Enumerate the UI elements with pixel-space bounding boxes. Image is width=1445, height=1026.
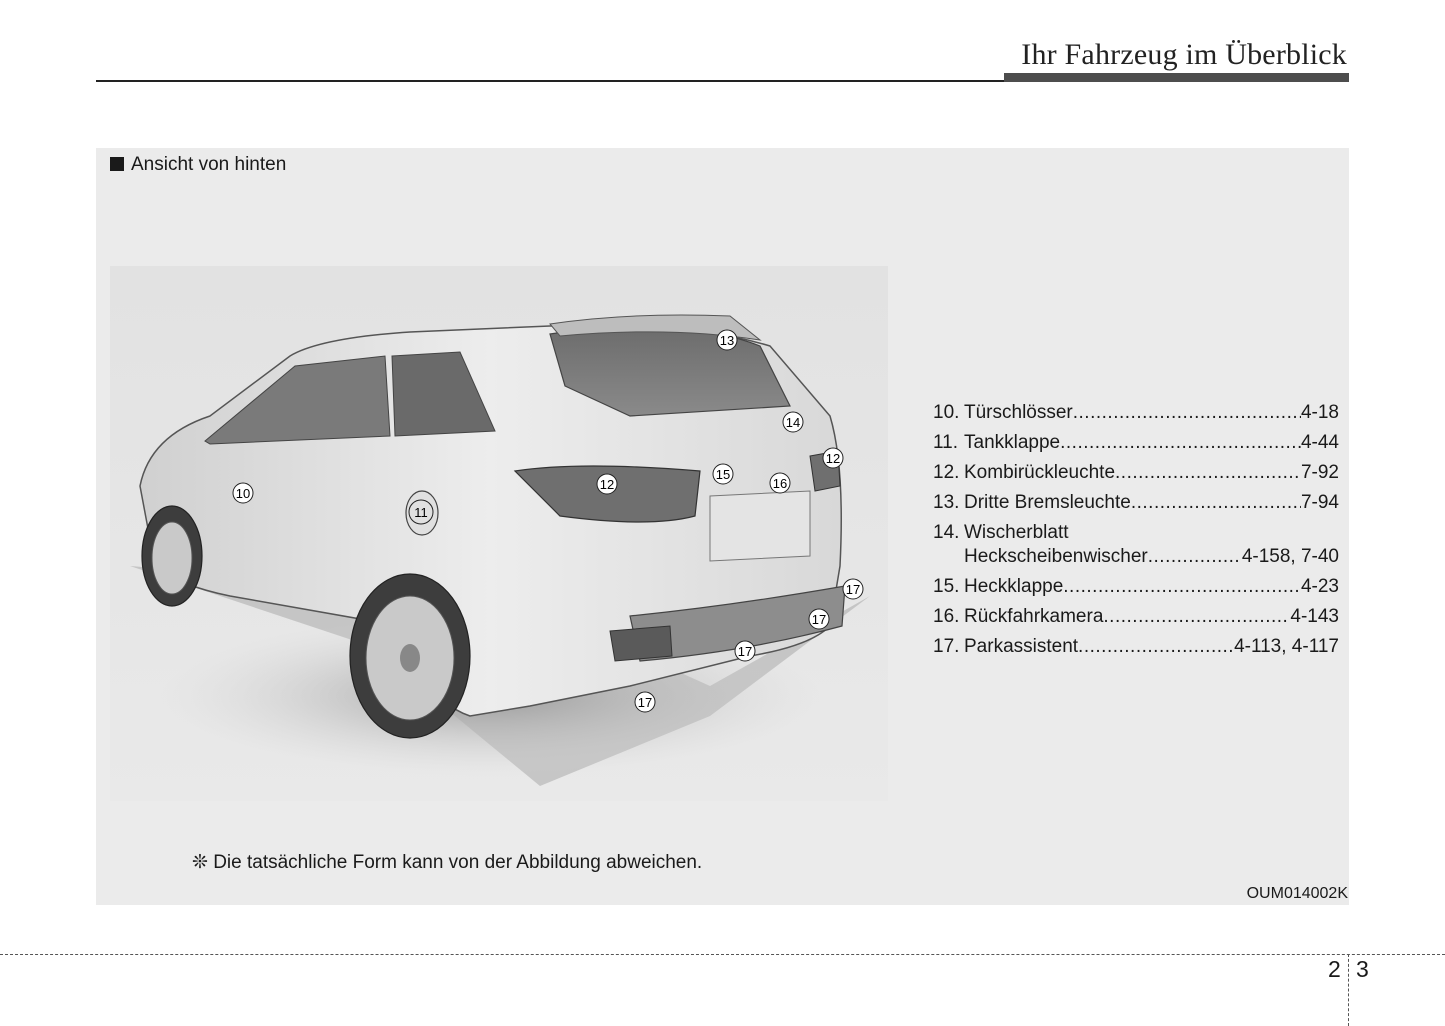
list-item (933, 636, 1339, 666)
list-item (933, 522, 1339, 546)
page-header-title: Ihr Fahrzeug im Überblick (1021, 38, 1347, 71)
callout-17-c (735, 641, 755, 661)
part-label-continuation: Heckscheibenwischer (964, 546, 1148, 567)
page-number: 3 (1356, 956, 1369, 982)
part-label: Parkassistent (964, 636, 1079, 657)
callout-17-d (635, 692, 655, 712)
part-label: Rückfahrkamera (964, 606, 1104, 627)
list-item (933, 492, 1339, 522)
callout-12-left (597, 474, 617, 494)
leader-dots (1131, 492, 1301, 514)
list-item-continuation (933, 546, 1339, 576)
callout-12-right (823, 448, 843, 468)
list-item (933, 606, 1339, 636)
list-item (933, 402, 1339, 432)
callout-10-label: 10 (235, 486, 251, 501)
license-plate-area (710, 491, 810, 561)
part-number: 15. (933, 576, 960, 597)
wheel-rear (350, 574, 470, 738)
list-item (933, 432, 1339, 462)
callout-10 (233, 483, 253, 503)
page-reference: 4-143 (1290, 606, 1339, 627)
page-reference: 7-92 (1300, 462, 1339, 483)
leader-dots (1078, 636, 1234, 658)
square-bullet-icon (110, 157, 124, 171)
leader-dots (1060, 432, 1301, 454)
parts-list (933, 402, 1339, 666)
callout-16-label: 16 (772, 476, 788, 491)
part-label: Dritte Bremsleuchte (964, 492, 1131, 513)
section-label-text: Ansicht von hinten (131, 154, 287, 175)
wheel-front (142, 506, 202, 606)
callout-14 (783, 412, 803, 432)
leader-dots (1148, 546, 1242, 568)
part-number: 10. (933, 402, 960, 423)
part-label: Tankklappe (964, 432, 1061, 453)
callout-17-b-label: 17 (811, 612, 827, 627)
reflector (610, 626, 672, 661)
page-reference: 4-158, 7-40 (1241, 546, 1339, 567)
part-label: Wischerblatt (964, 522, 1069, 543)
leader-dots (1063, 576, 1301, 598)
vehicle-rear-illustration (110, 266, 888, 801)
part-number: 17. (933, 636, 960, 657)
callout-14-label: 14 (785, 415, 801, 430)
page-number-divider (1348, 954, 1349, 1026)
part-number: 13. (933, 492, 960, 513)
list-item (933, 576, 1339, 606)
part-label: Heckklappe (964, 576, 1064, 597)
part-label: Türschlösser (964, 402, 1073, 423)
image-code: OUM014002K (1246, 885, 1348, 902)
callout-11-label: 11 (414, 505, 428, 520)
part-label: Kombirückleuchte (964, 462, 1116, 483)
callout-17-c-label: 17 (737, 644, 753, 659)
part-number: 12. (933, 462, 960, 483)
callout-15 (713, 464, 733, 484)
leader-dots (1073, 402, 1301, 424)
footer-divider (0, 954, 1445, 955)
callout-15-label: 15 (715, 467, 731, 482)
callout-17-b (809, 609, 829, 629)
vehicle-drawing (110, 266, 888, 801)
section-label (110, 154, 286, 176)
callout-12-right-label: 12 (825, 451, 841, 466)
page-reference: 4-44 (1300, 432, 1339, 453)
leader-dots (1103, 606, 1290, 628)
page-reference: 4-18 (1300, 402, 1339, 423)
callout-16 (770, 473, 790, 493)
chapter-number: 2 (1328, 956, 1341, 982)
footnote: ❊ Die tatsächliche Form kann von der Abbildung abweichen. (192, 852, 703, 873)
callout-17-a (843, 579, 863, 599)
page-reference: 4-23 (1300, 576, 1339, 597)
callout-13 (717, 330, 737, 350)
callout-17-a-label: 17 (845, 582, 861, 597)
page-reference: 7-94 (1300, 492, 1339, 513)
header-accent-bar (1004, 73, 1349, 82)
leader-dots (1115, 462, 1301, 484)
callout-12-left-label: 12 (599, 477, 615, 492)
part-number: 11. (933, 432, 959, 453)
part-number: 14. (933, 522, 960, 543)
callout-17-d-label: 17 (637, 695, 653, 710)
callout-13-label: 13 (719, 333, 735, 348)
part-number: 16. (933, 606, 960, 627)
page-reference: 4-113, 4-117 (1234, 636, 1339, 657)
list-item (933, 462, 1339, 492)
